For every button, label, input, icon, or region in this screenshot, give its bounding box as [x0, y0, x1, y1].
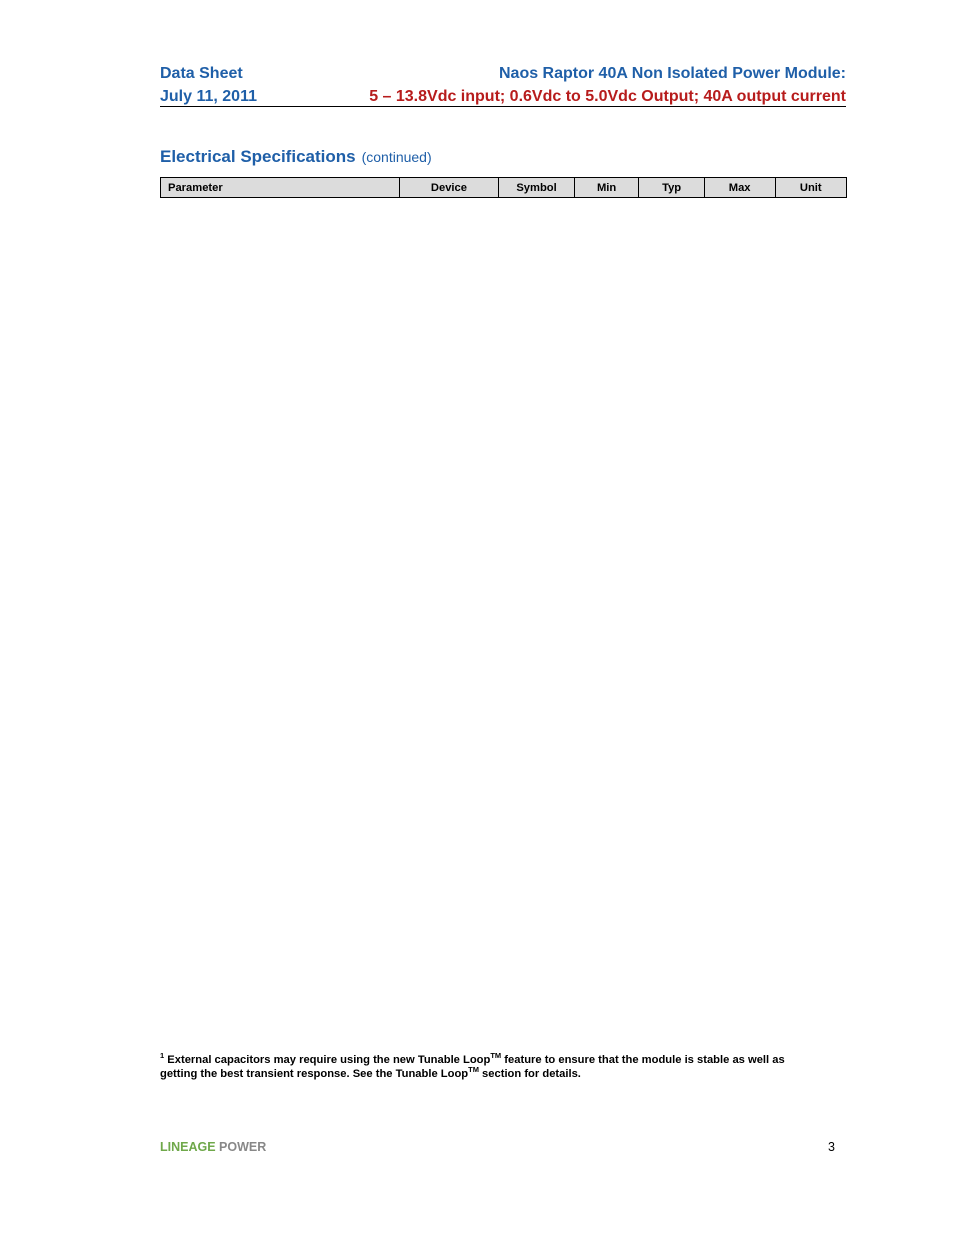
col-header-symbol: Symbol	[499, 178, 574, 198]
section-continued: (continued)	[361, 149, 432, 165]
col-header-max: Max	[704, 178, 775, 198]
header-left	[160, 62, 257, 108]
col-header-unit: Unit	[775, 178, 847, 198]
doc-type: Data Sheet	[160, 65, 243, 82]
product-subtitle: 5 – 13.8Vdc input; 0.6Vdc to 5.0Vdc Output; 40A output current	[369, 88, 846, 105]
col-header-device: Device	[399, 178, 499, 198]
section-title-text: Electrical Specifications	[160, 147, 356, 166]
col-header-parameter: Parameter	[161, 178, 400, 198]
doc-date: July 11, 2011	[160, 88, 257, 105]
table-header-row	[161, 178, 847, 198]
header-divider	[160, 106, 846, 107]
electrical-spec-table	[160, 177, 847, 198]
product-title: Naos Raptor 40A Non Isolated Power Module:	[498, 65, 846, 82]
footnote: $^1$ External capacitors may require using the new Tunable Loop™ feature to ensure that the module is stable as well as getting the best transient response. See the Tunable Loop™ section for details.	[160, 1051, 785, 1080]
page-number: 3	[828, 1140, 835, 1154]
col-header-min: Min	[574, 178, 639, 198]
col-header-typ: Typ	[639, 178, 704, 198]
footer-brand: LINEAGE POWER	[160, 1140, 267, 1154]
section-title	[160, 147, 432, 167]
